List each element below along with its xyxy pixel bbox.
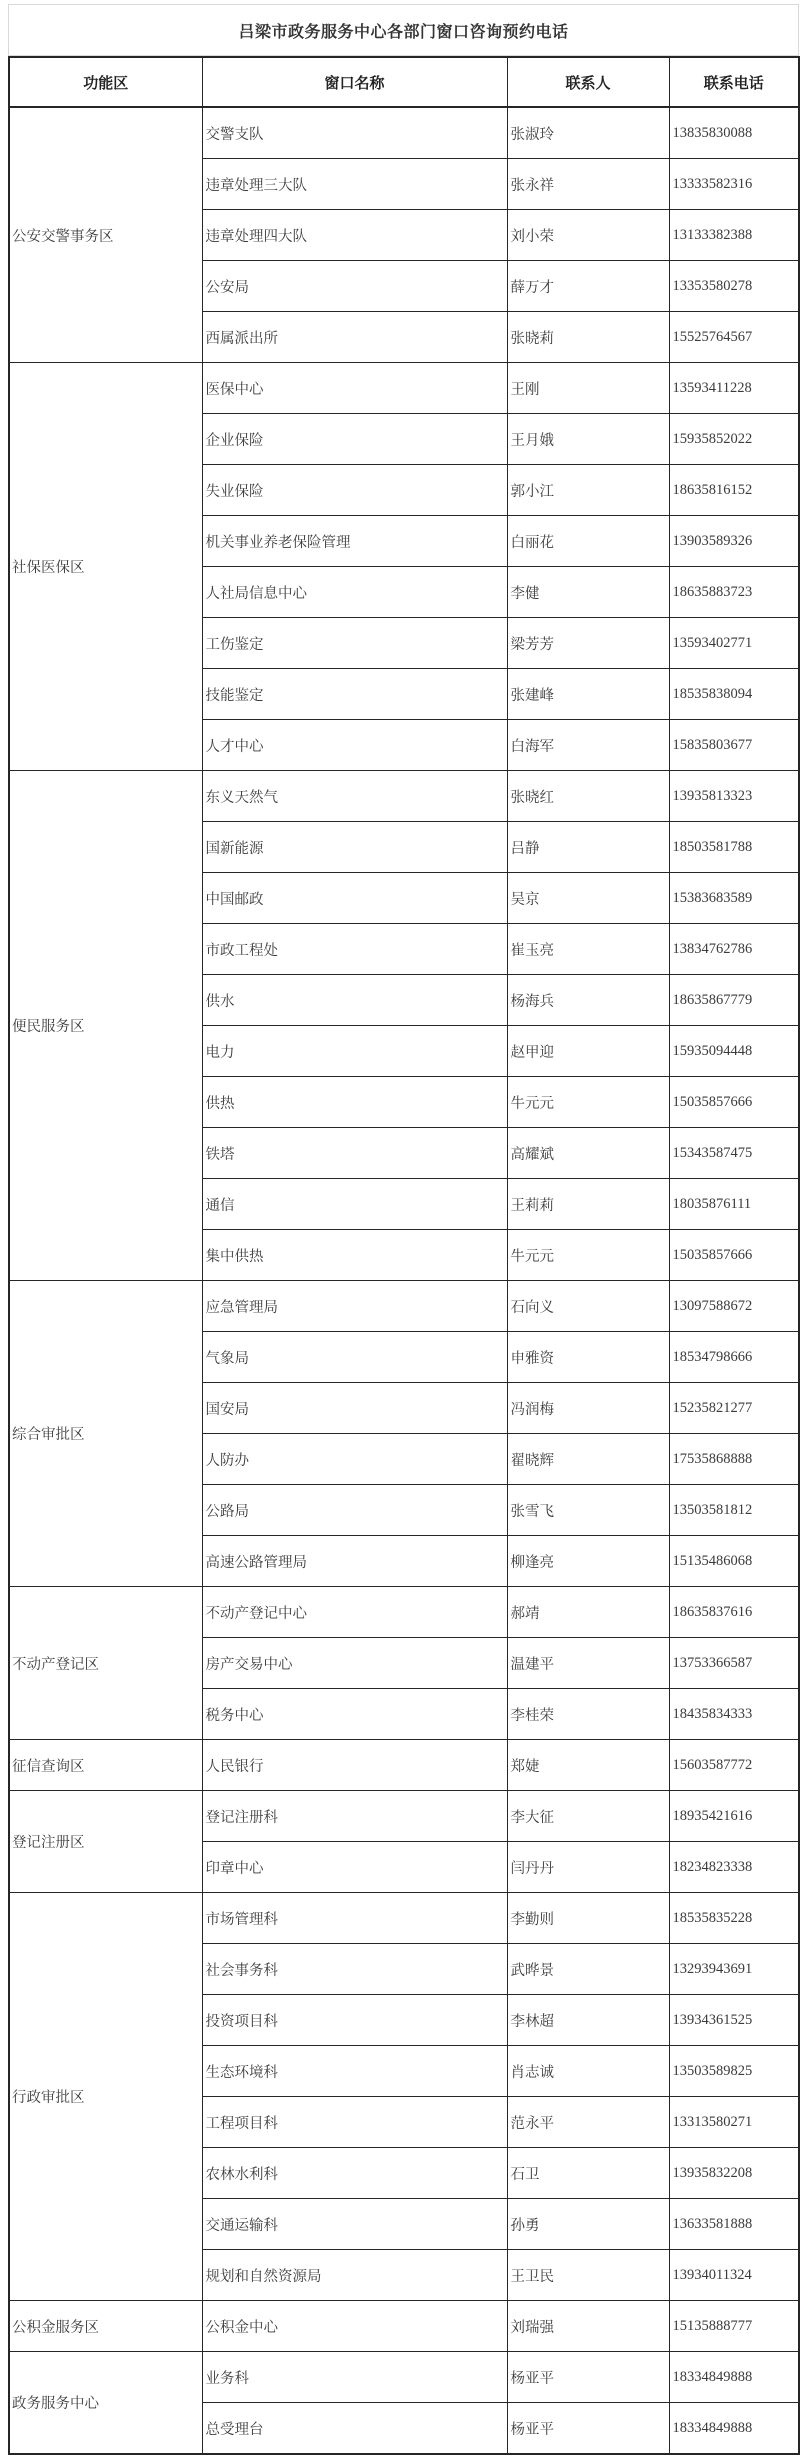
contact-cell: 闫丹丹: [507, 1842, 669, 1893]
phone-cell: 13935813323: [669, 771, 799, 822]
contact-cell: 柳逢亮: [507, 1536, 669, 1587]
contact-cell: 王卫民: [507, 2250, 669, 2301]
window-cell: 规划和自然资源局: [202, 2250, 507, 2301]
phone-cell: 18534798666: [669, 1332, 799, 1383]
phone-cell: 13503589825: [669, 2046, 799, 2097]
phone-cell: 13097588672: [669, 1281, 799, 1332]
window-cell: 业务科: [202, 2352, 507, 2403]
window-cell: 人防办: [202, 1434, 507, 1485]
contact-cell: 范永平: [507, 2097, 669, 2148]
window-cell: 市政工程处: [202, 924, 507, 975]
contact-cell: 翟晓辉: [507, 1434, 669, 1485]
phone-cell: 13353580278: [669, 261, 799, 312]
window-cell: 医保中心: [202, 363, 507, 414]
contact-cell: 高耀斌: [507, 1128, 669, 1179]
phone-cell: 18935421616: [669, 1791, 799, 1842]
table-row: [9, 1281, 799, 1332]
window-cell: 国新能源: [202, 822, 507, 873]
area-cell: 综合审批区: [9, 1281, 202, 1587]
contact-cell: 崔玉亮: [507, 924, 669, 975]
window-cell: 集中供热: [202, 1230, 507, 1281]
contact-cell: 刘瑞强: [507, 2301, 669, 2352]
phone-cell: 15343587475: [669, 1128, 799, 1179]
page-title: 吕梁市政务服务中心各部门窗口咨询预约电话: [8, 4, 799, 56]
phone-cell: 18635883723: [669, 567, 799, 618]
contact-cell: 刘小荣: [507, 210, 669, 261]
table-row: [9, 2352, 799, 2403]
phone-cell: 18535835228: [669, 1893, 799, 1944]
contact-cell: 李桂荣: [507, 1689, 669, 1740]
header-cell-contact: 联系人: [507, 57, 669, 107]
phone-cell: 18635837616: [669, 1587, 799, 1638]
table-row: [9, 1791, 799, 1842]
window-cell: 工伤鉴定: [202, 618, 507, 669]
phone-cell: 13503581812: [669, 1485, 799, 1536]
window-cell: 市场管理科: [202, 1893, 507, 1944]
window-cell: 工程项目科: [202, 2097, 507, 2148]
header-cell-area: 功能区: [9, 57, 202, 107]
contact-cell: 王月娥: [507, 414, 669, 465]
contact-cell: 李健: [507, 567, 669, 618]
contact-cell: 张晓红: [507, 771, 669, 822]
phone-cell: 18334849888: [669, 2403, 799, 2455]
window-cell: 国安局: [202, 1383, 507, 1434]
window-cell: 交警支队: [202, 107, 507, 159]
window-cell: 房产交易中心: [202, 1638, 507, 1689]
phone-cell: 17535868888: [669, 1434, 799, 1485]
contact-cell: 梁芳芳: [507, 618, 669, 669]
contact-cell: 石卫: [507, 2148, 669, 2199]
table-row: [9, 771, 799, 822]
area-cell: 便民服务区: [9, 771, 202, 1281]
window-cell: 不动产登记中心: [202, 1587, 507, 1638]
table-header: [9, 57, 799, 107]
window-cell: 应急管理局: [202, 1281, 507, 1332]
phone-cell: 13753366587: [669, 1638, 799, 1689]
phone-cell: 15525764567: [669, 312, 799, 363]
contact-cell: 张淑玲: [507, 107, 669, 159]
window-cell: 供水: [202, 975, 507, 1026]
area-cell: 登记注册区: [9, 1791, 202, 1893]
window-cell: 投资项目科: [202, 1995, 507, 2046]
table-row: [9, 1893, 799, 1944]
phone-cell: 15603587772: [669, 1740, 799, 1791]
window-cell: 公安局: [202, 261, 507, 312]
phone-cell: 15935094448: [669, 1026, 799, 1077]
contact-cell: 吴京: [507, 873, 669, 924]
phone-cell: 15035857666: [669, 1077, 799, 1128]
contact-cell: 郑婕: [507, 1740, 669, 1791]
table-row: [9, 1587, 799, 1638]
phone-cell: 13133382388: [669, 210, 799, 261]
phone-cell: 15135888777: [669, 2301, 799, 2352]
contact-cell: 白海军: [507, 720, 669, 771]
contact-cell: 杨亚平: [507, 2352, 669, 2403]
window-cell: 总受理台: [202, 2403, 507, 2455]
contact-cell: 郭小江: [507, 465, 669, 516]
phone-cell: 18334849888: [669, 2352, 799, 2403]
phone-cell: 18035876111: [669, 1179, 799, 1230]
phone-cell: 15035857666: [669, 1230, 799, 1281]
area-cell: 社保医保区: [9, 363, 202, 771]
area-cell: 征信查询区: [9, 1740, 202, 1791]
window-cell: 西属派出所: [202, 312, 507, 363]
table-row: [9, 107, 799, 159]
phone-cell: 13593402771: [669, 618, 799, 669]
window-cell: 企业保险: [202, 414, 507, 465]
contact-cell: 白丽花: [507, 516, 669, 567]
phone-cell: 13835830088: [669, 107, 799, 159]
phone-cell: 13834762786: [669, 924, 799, 975]
window-cell: 印章中心: [202, 1842, 507, 1893]
contact-cell: 肖志诚: [507, 2046, 669, 2097]
window-cell: 公积金中心: [202, 2301, 507, 2352]
window-cell: 登记注册科: [202, 1791, 507, 1842]
window-cell: 中国邮政: [202, 873, 507, 924]
contact-cell: 申雅资: [507, 1332, 669, 1383]
window-cell: 违章处理四大队: [202, 210, 507, 261]
contact-cell: 杨海兵: [507, 975, 669, 1026]
window-cell: 技能鉴定: [202, 669, 507, 720]
contact-cell: 牛元元: [507, 1230, 669, 1281]
contact-cell: 石向义: [507, 1281, 669, 1332]
table-body: [9, 107, 799, 2454]
phone-cell: 15383683589: [669, 873, 799, 924]
window-cell: 生态环境科: [202, 2046, 507, 2097]
window-cell: 社会事务科: [202, 1944, 507, 1995]
contact-cell: 张晓莉: [507, 312, 669, 363]
phone-cell: 18635816152: [669, 465, 799, 516]
window-cell: 税务中心: [202, 1689, 507, 1740]
contact-table: [8, 56, 800, 2455]
phone-cell: 15835803677: [669, 720, 799, 771]
phone-cell: 13934011324: [669, 2250, 799, 2301]
contact-cell: 李大征: [507, 1791, 669, 1842]
phone-cell: 15135486068: [669, 1536, 799, 1587]
contact-cell: 冯润梅: [507, 1383, 669, 1434]
phone-cell: 13593411228: [669, 363, 799, 414]
contact-cell: 孙勇: [507, 2199, 669, 2250]
page: [0, 4, 807, 2455]
window-cell: 气象局: [202, 1332, 507, 1383]
contact-cell: 赵甲迎: [507, 1026, 669, 1077]
contact-cell: 武晔景: [507, 1944, 669, 1995]
header-cell-phone: 联系电话: [669, 57, 799, 107]
phone-cell: 13313580271: [669, 2097, 799, 2148]
window-cell: 人才中心: [202, 720, 507, 771]
contact-cell: 王刚: [507, 363, 669, 414]
phone-cell: 18535838094: [669, 669, 799, 720]
window-cell: 机关事业养老保险管理: [202, 516, 507, 567]
phone-cell: 13333582316: [669, 159, 799, 210]
contact-cell: 吕静: [507, 822, 669, 873]
window-cell: 公路局: [202, 1485, 507, 1536]
phone-cell: 18635867779: [669, 975, 799, 1026]
area-cell: 不动产登记区: [9, 1587, 202, 1740]
header-row: [9, 57, 799, 107]
area-cell: 行政审批区: [9, 1893, 202, 2301]
contact-cell: 张建峰: [507, 669, 669, 720]
phone-cell: 15235821277: [669, 1383, 799, 1434]
window-cell: 人社局信息中心: [202, 567, 507, 618]
contact-cell: 牛元元: [507, 1077, 669, 1128]
table-row: [9, 363, 799, 414]
area-cell: 政务服务中心: [9, 2352, 202, 2455]
window-cell: 铁塔: [202, 1128, 507, 1179]
window-cell: 违章处理三大队: [202, 159, 507, 210]
window-cell: 供热: [202, 1077, 507, 1128]
window-cell: 农林水利科: [202, 2148, 507, 2199]
window-cell: 交通运输科: [202, 2199, 507, 2250]
phone-cell: 15935852022: [669, 414, 799, 465]
contact-cell: 杨亚平: [507, 2403, 669, 2455]
phone-cell: 13903589326: [669, 516, 799, 567]
phone-cell: 18435834333: [669, 1689, 799, 1740]
contact-cell: 张雪飞: [507, 1485, 669, 1536]
contact-cell: 王莉莉: [507, 1179, 669, 1230]
window-cell: 高速公路管理局: [202, 1536, 507, 1587]
contact-cell: 张永祥: [507, 159, 669, 210]
window-cell: 通信: [202, 1179, 507, 1230]
window-cell: 电力: [202, 1026, 507, 1077]
contact-cell: 郝靖: [507, 1587, 669, 1638]
phone-cell: 13293943691: [669, 1944, 799, 1995]
area-cell: 公安交警事务区: [9, 107, 202, 363]
contact-cell: 薛万才: [507, 261, 669, 312]
phone-cell: 18503581788: [669, 822, 799, 873]
table-row: [9, 2301, 799, 2352]
table-row: [9, 1740, 799, 1791]
phone-cell: 18234823338: [669, 1842, 799, 1893]
phone-cell: 13935832208: [669, 2148, 799, 2199]
window-cell: 东义天然气: [202, 771, 507, 822]
contact-cell: 温建平: [507, 1638, 669, 1689]
phone-cell: 13934361525: [669, 1995, 799, 2046]
area-cell: 公积金服务区: [9, 2301, 202, 2352]
contact-cell: 李勤则: [507, 1893, 669, 1944]
phone-cell: 13633581888: [669, 2199, 799, 2250]
window-cell: 人民银行: [202, 1740, 507, 1791]
window-cell: 失业保险: [202, 465, 507, 516]
header-cell-window: 窗口名称: [202, 57, 507, 107]
contact-cell: 李林超: [507, 1995, 669, 2046]
